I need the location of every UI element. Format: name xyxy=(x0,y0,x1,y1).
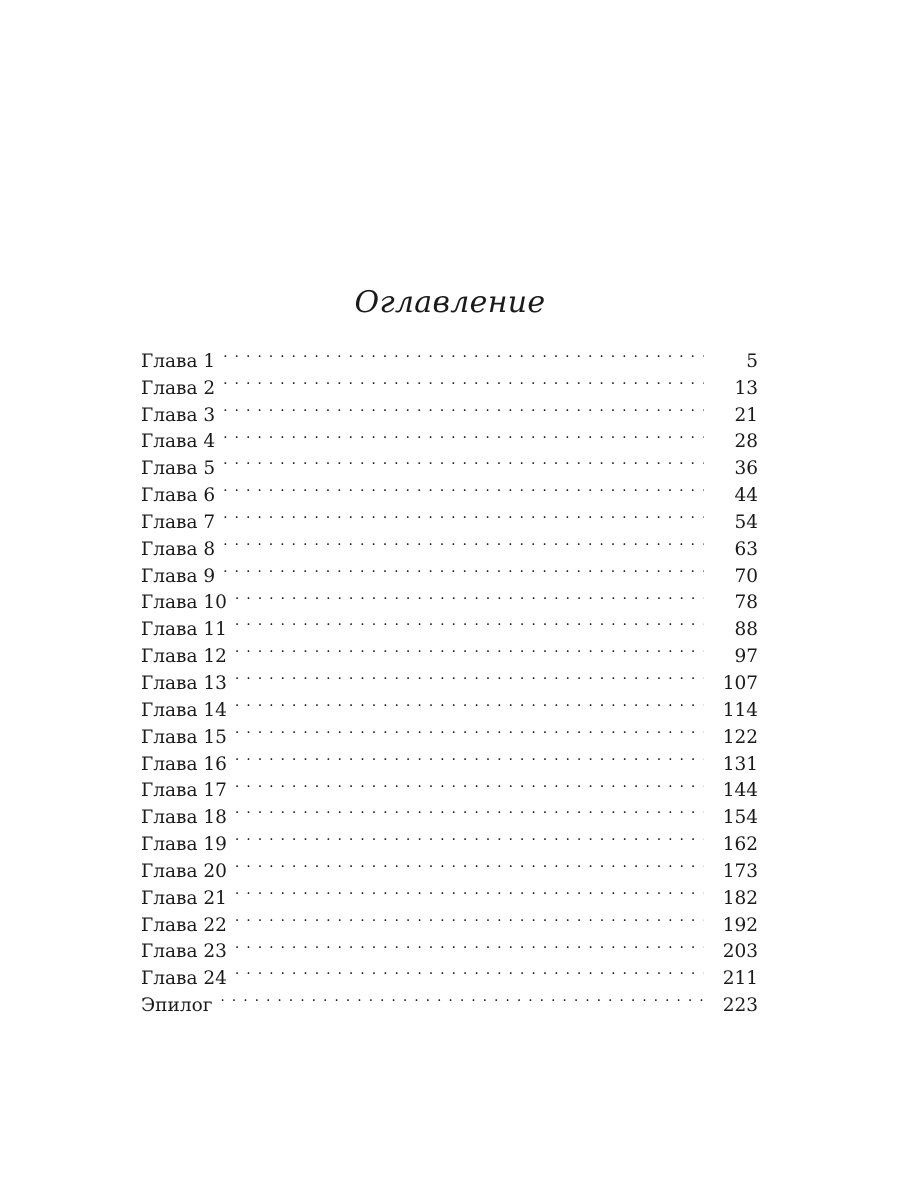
toc-dot-leader xyxy=(223,367,704,394)
toc-entry-label: Глава 8 xyxy=(141,538,216,560)
toc-entry xyxy=(141,447,758,480)
toc-dot-leader xyxy=(235,877,704,904)
toc-entry-label: Глава 17 xyxy=(141,780,227,802)
toc-dot-leader xyxy=(223,340,704,367)
toc-entry-label: Глава 4 xyxy=(141,431,216,453)
toc-dot-leader xyxy=(235,689,704,716)
toc-entry xyxy=(141,528,758,560)
toc-dot-leader xyxy=(235,770,704,797)
toc-dot-leader xyxy=(223,394,704,421)
toc-entry-label: Глава 13 xyxy=(141,672,227,694)
toc-entry-label: Глава 24 xyxy=(141,968,227,990)
toc-entry-page: 203 xyxy=(704,939,758,966)
toc-entry-page: 21 xyxy=(704,403,758,430)
toc-entry-label: Глава 5 xyxy=(141,458,216,480)
toc-entry-page: 173 xyxy=(704,859,758,886)
toc-entry-page: 13 xyxy=(704,376,758,403)
toc-entry-page: 114 xyxy=(704,698,758,725)
toc-entry-label: Глава 19 xyxy=(141,834,227,856)
toc-entry-label: Эпилог xyxy=(141,995,213,1017)
toc-dot-leader xyxy=(235,931,704,958)
toc-dot-leader xyxy=(235,743,704,770)
toc-dot-leader xyxy=(223,501,704,528)
toc-dot-leader xyxy=(223,447,704,474)
toc-dot-leader xyxy=(235,662,704,689)
table-of-contents xyxy=(141,340,758,1017)
toc-entry-page: 5 xyxy=(704,349,758,376)
toc-entry-page: 162 xyxy=(704,832,758,859)
toc-entry-page: 107 xyxy=(704,671,758,698)
toc-entry-label: Глава 7 xyxy=(141,511,216,533)
toc-entry-page: 223 xyxy=(704,993,758,1020)
toc-dot-leader xyxy=(235,957,704,984)
toc-entry-label: Глава 21 xyxy=(141,887,227,909)
toc-entry-label: Глава 10 xyxy=(141,592,227,614)
toc-entry-page: 122 xyxy=(704,725,758,752)
toc-entry-page: 211 xyxy=(704,966,758,993)
toc-dot-leader xyxy=(223,555,704,582)
toc-dot-leader xyxy=(223,474,704,501)
toc-entry-page: 44 xyxy=(704,483,758,510)
toc-entry xyxy=(141,394,758,426)
page-title: Оглавление xyxy=(354,285,546,320)
toc-entry-label: Глава 9 xyxy=(141,565,216,587)
toc-dot-leader xyxy=(223,528,704,555)
toc-entry-page: 36 xyxy=(704,456,758,483)
toc-dot-leader xyxy=(235,850,704,877)
toc-dot-leader xyxy=(223,421,704,448)
toc-entry xyxy=(141,367,758,399)
toc-entry-page: 154 xyxy=(704,805,758,832)
toc-entry-label: Глава 6 xyxy=(141,485,216,507)
toc-entry-label: Глава 15 xyxy=(141,726,227,748)
toc-entry-label: Глава 3 xyxy=(141,404,216,426)
toc-entry-label: Глава 14 xyxy=(141,699,227,721)
toc-entry-page: 182 xyxy=(704,886,758,913)
toc-entry-page: 144 xyxy=(704,778,758,805)
toc-dot-leader xyxy=(235,582,704,609)
toc-dot-leader xyxy=(235,608,704,635)
toc-entry-label: Глава 11 xyxy=(141,619,227,641)
toc-dot-leader xyxy=(235,796,704,823)
toc-dot-leader xyxy=(235,635,704,662)
toc-dot-leader xyxy=(235,904,704,931)
toc-entry-label: Глава 16 xyxy=(141,753,227,775)
toc-entry-page: 192 xyxy=(704,913,758,940)
toc-entry xyxy=(141,582,758,614)
toc-entry xyxy=(141,340,758,372)
toc-entry xyxy=(141,555,758,587)
toc-entry-label: Глава 22 xyxy=(141,914,227,936)
toc-dot-leader xyxy=(235,716,704,743)
toc-entry-page: 54 xyxy=(704,510,758,537)
toc-entry-label: Глава 23 xyxy=(141,941,227,963)
toc-entry-page: 70 xyxy=(704,564,758,591)
toc-dot-leader xyxy=(235,823,704,850)
toc-entry-page: 88 xyxy=(704,617,758,644)
toc-entry-page: 78 xyxy=(704,590,758,617)
toc-entry-page: 63 xyxy=(704,537,758,564)
toc-entry xyxy=(141,474,758,507)
toc-entry-label: Глава 2 xyxy=(141,377,216,399)
toc-entry-label: Глава 12 xyxy=(141,646,227,668)
toc-entry-label: Глава 20 xyxy=(141,860,227,882)
toc-entry-page: 97 xyxy=(704,644,758,671)
toc-entry xyxy=(141,501,758,533)
toc-entry-page: 28 xyxy=(704,429,758,456)
toc-entry-label: Глава 18 xyxy=(141,807,227,829)
toc-entry xyxy=(141,984,758,1017)
toc-dot-leader xyxy=(220,984,704,1011)
toc-entry-label: Глава 1 xyxy=(141,350,216,372)
toc-entry xyxy=(141,421,758,453)
toc-entry-page: 131 xyxy=(704,752,758,779)
